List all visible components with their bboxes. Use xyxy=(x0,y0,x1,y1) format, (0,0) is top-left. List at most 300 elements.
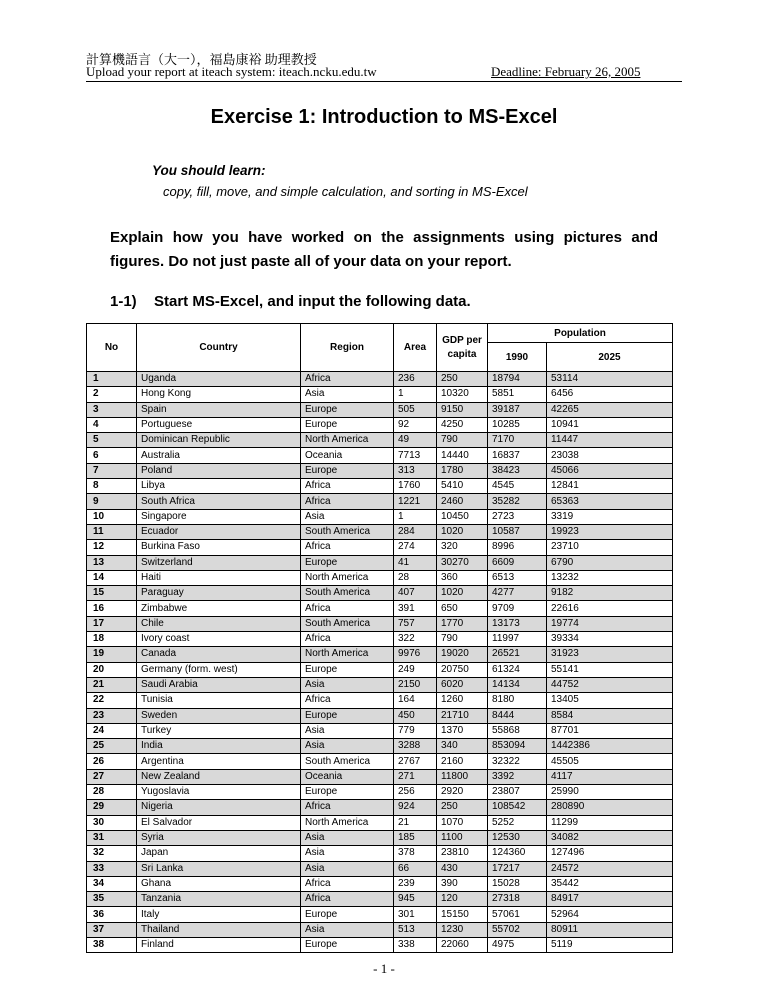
cell-area: 236 xyxy=(394,372,437,387)
table-row xyxy=(87,479,673,494)
table-row xyxy=(87,769,673,784)
table-header xyxy=(87,324,673,372)
cell-country: Sri Lanka xyxy=(137,861,301,876)
cell-country: Libya xyxy=(137,479,301,494)
cell-gdp: 790 xyxy=(437,433,488,448)
cell-pop-1990: 23807 xyxy=(488,785,547,800)
cell-area: 322 xyxy=(394,632,437,647)
cell-no: 5 xyxy=(87,433,137,448)
cell-pop-1990: 55702 xyxy=(488,922,547,937)
cell-area: 391 xyxy=(394,601,437,616)
cell-country: Australia xyxy=(137,448,301,463)
cell-country: Singapore xyxy=(137,509,301,524)
header-country: Country xyxy=(137,324,301,372)
cell-region: Asia xyxy=(301,846,394,861)
cell-gdp: 30270 xyxy=(437,555,488,570)
table-row xyxy=(87,417,673,432)
cell-region: Europe xyxy=(301,662,394,677)
cell-area: 271 xyxy=(394,769,437,784)
cell-pop-1990: 5252 xyxy=(488,815,547,830)
cell-pop-2025: 280890 xyxy=(547,800,673,815)
cell-pop-2025: 13405 xyxy=(547,693,673,708)
table-row xyxy=(87,601,673,616)
cell-area: 757 xyxy=(394,616,437,631)
cell-no: 30 xyxy=(87,815,137,830)
table-row xyxy=(87,785,673,800)
cell-no: 16 xyxy=(87,601,137,616)
cell-area: 21 xyxy=(394,815,437,830)
cell-area: 274 xyxy=(394,540,437,555)
cell-pop-1990: 13173 xyxy=(488,616,547,631)
cell-country: Zimbabwe xyxy=(137,601,301,616)
cell-pop-1990: 11997 xyxy=(488,632,547,647)
cell-pop-2025: 87701 xyxy=(547,723,673,738)
cell-country: Chile xyxy=(137,616,301,631)
table-row xyxy=(87,754,673,769)
cell-area: 313 xyxy=(394,463,437,478)
cell-no: 15 xyxy=(87,586,137,601)
cell-pop-2025: 53114 xyxy=(547,372,673,387)
cell-gdp: 1260 xyxy=(437,693,488,708)
cell-country: Poland xyxy=(137,463,301,478)
cell-no: 18 xyxy=(87,632,137,647)
cell-country: Italy xyxy=(137,907,301,922)
cell-country: Switzerland xyxy=(137,555,301,570)
cell-region: Asia xyxy=(301,723,394,738)
cell-pop-2025: 65363 xyxy=(547,494,673,509)
cell-region: Africa xyxy=(301,479,394,494)
cell-gdp: 250 xyxy=(437,800,488,815)
cell-pop-1990: 35282 xyxy=(488,494,547,509)
cell-region: Europe xyxy=(301,417,394,432)
cell-country: India xyxy=(137,739,301,754)
cell-pop-2025: 52964 xyxy=(547,907,673,922)
cell-area: 505 xyxy=(394,402,437,417)
cell-area: 9976 xyxy=(394,647,437,662)
cell-country: Tanzania xyxy=(137,892,301,907)
cell-area: 378 xyxy=(394,846,437,861)
cell-no: 33 xyxy=(87,861,137,876)
cell-country: Ivory coast xyxy=(137,632,301,647)
cell-region: Africa xyxy=(301,372,394,387)
cell-pop-2025: 44752 xyxy=(547,677,673,692)
cell-pop-2025: 55141 xyxy=(547,662,673,677)
cell-area: 450 xyxy=(394,708,437,723)
page-title: Exercise 1: Introduction to MS-Excel xyxy=(210,106,558,128)
cell-no: 29 xyxy=(87,800,137,815)
cell-country: Argentina xyxy=(137,754,301,769)
table-row xyxy=(87,876,673,891)
header-divider xyxy=(86,81,682,82)
cell-area: 779 xyxy=(394,723,437,738)
cell-pop-2025: 25990 xyxy=(547,785,673,800)
cell-pop-2025: 39334 xyxy=(547,632,673,647)
cell-country: Saudi Arabia xyxy=(137,677,301,692)
table-row xyxy=(87,448,673,463)
cell-pop-2025: 22616 xyxy=(547,601,673,616)
cell-region: Asia xyxy=(301,387,394,402)
cell-gdp: 4250 xyxy=(437,417,488,432)
table-row xyxy=(87,800,673,815)
table-row xyxy=(87,463,673,478)
header-course: 計算機語言（大一），福島康裕 助理教授 xyxy=(86,52,317,67)
cell-pop-2025: 31923 xyxy=(547,647,673,662)
table-row xyxy=(87,494,673,509)
cell-no: 14 xyxy=(87,570,137,585)
cell-no: 17 xyxy=(87,616,137,631)
learn-text: copy, fill, move, and simple calculation, and sorting in MS-Excel xyxy=(163,184,528,199)
cell-no: 25 xyxy=(87,739,137,754)
cell-no: 10 xyxy=(87,509,137,524)
cell-no: 24 xyxy=(87,723,137,738)
cell-region: Europe xyxy=(301,402,394,417)
table-row xyxy=(87,586,673,601)
cell-no: 21 xyxy=(87,677,137,692)
cell-country: New Zealand xyxy=(137,769,301,784)
cell-area: 338 xyxy=(394,937,437,952)
cell-region: South America xyxy=(301,616,394,631)
cell-gdp: 1780 xyxy=(437,463,488,478)
section-number: 1-1) xyxy=(110,293,137,310)
cell-no: 8 xyxy=(87,479,137,494)
table-row xyxy=(87,524,673,539)
table-row xyxy=(87,540,673,555)
cell-area: 256 xyxy=(394,785,437,800)
learn-heading: You should learn: xyxy=(152,163,266,178)
cell-no: 38 xyxy=(87,937,137,952)
cell-region: Asia xyxy=(301,509,394,524)
cell-pop-1990: 4545 xyxy=(488,479,547,494)
table-row xyxy=(87,555,673,570)
cell-pop-1990: 3392 xyxy=(488,769,547,784)
table-row xyxy=(87,662,673,677)
cell-region: Asia xyxy=(301,922,394,937)
table-row xyxy=(87,830,673,845)
cell-pop-1990: 2723 xyxy=(488,509,547,524)
page-number: - 1 - xyxy=(373,961,395,976)
cell-pop-2025: 23710 xyxy=(547,540,673,555)
cell-area: 513 xyxy=(394,922,437,937)
cell-region: Europe xyxy=(301,907,394,922)
cell-pop-1990: 8180 xyxy=(488,693,547,708)
cell-region: Europe xyxy=(301,937,394,952)
cell-area: 945 xyxy=(394,892,437,907)
cell-gdp: 320 xyxy=(437,540,488,555)
cell-no: 34 xyxy=(87,876,137,891)
cell-pop-2025: 1442386 xyxy=(547,739,673,754)
cell-pop-1990: 7170 xyxy=(488,433,547,448)
cell-pop-2025: 8584 xyxy=(547,708,673,723)
cell-pop-1990: 32322 xyxy=(488,754,547,769)
table-row xyxy=(87,937,673,952)
cell-pop-2025: 13232 xyxy=(547,570,673,585)
cell-pop-1990: 9709 xyxy=(488,601,547,616)
cell-region: Asia xyxy=(301,861,394,876)
table-body xyxy=(87,372,673,953)
cell-country: Finland xyxy=(137,937,301,952)
cell-pop-2025: 11447 xyxy=(547,433,673,448)
cell-country: Haiti xyxy=(137,570,301,585)
table-row xyxy=(87,693,673,708)
cell-gdp: 20750 xyxy=(437,662,488,677)
cell-pop-1990: 55868 xyxy=(488,723,547,738)
cell-area: 41 xyxy=(394,555,437,570)
cell-pop-1990: 17217 xyxy=(488,861,547,876)
table-row xyxy=(87,739,673,754)
cell-pop-1990: 6513 xyxy=(488,570,547,585)
cell-region: South America xyxy=(301,754,394,769)
cell-pop-1990: 18794 xyxy=(488,372,547,387)
cell-no: 36 xyxy=(87,907,137,922)
cell-country: Japan xyxy=(137,846,301,861)
cell-country: Yugoslavia xyxy=(137,785,301,800)
cell-pop-1990: 15028 xyxy=(488,876,547,891)
cell-area: 249 xyxy=(394,662,437,677)
cell-region: North America xyxy=(301,647,394,662)
cell-gdp: 11800 xyxy=(437,769,488,784)
cell-country: Paraguay xyxy=(137,586,301,601)
cell-region: Africa xyxy=(301,632,394,647)
cell-country: South Africa xyxy=(137,494,301,509)
cell-region: Africa xyxy=(301,601,394,616)
cell-pop-2025: 127496 xyxy=(547,846,673,861)
cell-pop-1990: 10587 xyxy=(488,524,547,539)
table-row xyxy=(87,708,673,723)
cell-gdp: 21710 xyxy=(437,708,488,723)
cell-pop-1990: 39187 xyxy=(488,402,547,417)
cell-pop-2025: 9182 xyxy=(547,586,673,601)
cell-country: Ghana xyxy=(137,876,301,891)
cell-country: Germany (form. west) xyxy=(137,662,301,677)
header-no: No xyxy=(87,324,137,372)
cell-pop-2025: 10941 xyxy=(547,417,673,432)
cell-region: North America xyxy=(301,433,394,448)
cell-gdp: 14440 xyxy=(437,448,488,463)
cell-country: Canada xyxy=(137,647,301,662)
cell-pop-2025: 6790 xyxy=(547,555,673,570)
header-area: Area xyxy=(394,324,437,372)
cell-gdp: 1370 xyxy=(437,723,488,738)
cell-gdp: 360 xyxy=(437,570,488,585)
table-row xyxy=(87,815,673,830)
cell-no: 6 xyxy=(87,448,137,463)
cell-no: 31 xyxy=(87,830,137,845)
cell-country: Uganda xyxy=(137,372,301,387)
explain-paragraph: Explain how you have worked on the assignments using pictures and figures. Do not just paste all of your data on your report. xyxy=(110,229,658,270)
cell-gdp: 120 xyxy=(437,892,488,907)
cell-gdp: 2920 xyxy=(437,785,488,800)
table-row xyxy=(87,387,673,402)
cell-pop-1990: 57061 xyxy=(488,907,547,922)
cell-gdp: 5410 xyxy=(437,479,488,494)
cell-pop-1990: 6609 xyxy=(488,555,547,570)
cell-pop-2025: 23038 xyxy=(547,448,673,463)
cell-country: Nigeria xyxy=(137,800,301,815)
cell-country: Spain xyxy=(137,402,301,417)
cell-country: Ecuador xyxy=(137,524,301,539)
header-deadline: Deadline: February 26, 2005 xyxy=(491,64,641,79)
cell-pop-2025: 45066 xyxy=(547,463,673,478)
cell-gdp: 10450 xyxy=(437,509,488,524)
cell-pop-2025: 24572 xyxy=(547,861,673,876)
cell-no: 19 xyxy=(87,647,137,662)
cell-region: Africa xyxy=(301,494,394,509)
cell-no: 32 xyxy=(87,846,137,861)
cell-pop-2025: 19923 xyxy=(547,524,673,539)
cell-area: 28 xyxy=(394,570,437,585)
cell-no: 12 xyxy=(87,540,137,555)
cell-area: 301 xyxy=(394,907,437,922)
cell-country: Turkey xyxy=(137,723,301,738)
cell-pop-1990: 12530 xyxy=(488,830,547,845)
cell-area: 92 xyxy=(394,417,437,432)
cell-gdp: 1230 xyxy=(437,922,488,937)
cell-gdp: 340 xyxy=(437,739,488,754)
cell-area: 1221 xyxy=(394,494,437,509)
cell-no: 20 xyxy=(87,662,137,677)
table-row xyxy=(87,570,673,585)
cell-pop-1990: 27318 xyxy=(488,892,547,907)
cell-region: Oceania xyxy=(301,448,394,463)
cell-no: 3 xyxy=(87,402,137,417)
cell-area: 284 xyxy=(394,524,437,539)
cell-gdp: 15150 xyxy=(437,907,488,922)
cell-gdp: 650 xyxy=(437,601,488,616)
cell-gdp: 9150 xyxy=(437,402,488,417)
cell-area: 407 xyxy=(394,586,437,601)
cell-area: 2150 xyxy=(394,677,437,692)
cell-pop-2025: 35442 xyxy=(547,876,673,891)
cell-region: Asia xyxy=(301,739,394,754)
cell-region: Africa xyxy=(301,892,394,907)
table-row xyxy=(87,892,673,907)
cell-no: 26 xyxy=(87,754,137,769)
cell-region: Oceania xyxy=(301,769,394,784)
cell-pop-1990: 8996 xyxy=(488,540,547,555)
header-upload-instruction: Upload your report at iteach system: iteach.ncku.edu.tw xyxy=(86,64,377,79)
cell-area: 7713 xyxy=(394,448,437,463)
cell-gdp: 23810 xyxy=(437,846,488,861)
cell-area: 239 xyxy=(394,876,437,891)
table-row xyxy=(87,402,673,417)
cell-pop-1990: 16837 xyxy=(488,448,547,463)
cell-pop-1990: 38423 xyxy=(488,463,547,478)
cell-region: Europe xyxy=(301,555,394,570)
cell-pop-2025: 45505 xyxy=(547,754,673,769)
cell-region: Asia xyxy=(301,677,394,692)
cell-gdp: 430 xyxy=(437,861,488,876)
table-row xyxy=(87,723,673,738)
cell-pop-2025: 4117 xyxy=(547,769,673,784)
cell-region: Asia xyxy=(301,830,394,845)
table-row xyxy=(87,509,673,524)
cell-pop-2025: 12841 xyxy=(547,479,673,494)
table-row xyxy=(87,647,673,662)
cell-region: South America xyxy=(301,524,394,539)
cell-gdp: 1020 xyxy=(437,586,488,601)
cell-country: Hong Kong xyxy=(137,387,301,402)
cell-gdp: 1070 xyxy=(437,815,488,830)
cell-country: Portuguese xyxy=(137,417,301,432)
cell-pop-1990: 10285 xyxy=(488,417,547,432)
table-row xyxy=(87,616,673,631)
cell-pop-2025: 84917 xyxy=(547,892,673,907)
cell-country: Sweden xyxy=(137,708,301,723)
cell-no: 13 xyxy=(87,555,137,570)
cell-gdp: 6020 xyxy=(437,677,488,692)
cell-gdp: 790 xyxy=(437,632,488,647)
cell-pop-1990: 5851 xyxy=(488,387,547,402)
cell-country: Thailand xyxy=(137,922,301,937)
cell-no: 22 xyxy=(87,693,137,708)
cell-pop-2025: 19774 xyxy=(547,616,673,631)
cell-region: Africa xyxy=(301,800,394,815)
cell-pop-1990: 124360 xyxy=(488,846,547,861)
cell-no: 1 xyxy=(87,372,137,387)
cell-no: 2 xyxy=(87,387,137,402)
cell-gdp: 10320 xyxy=(437,387,488,402)
cell-no: 37 xyxy=(87,922,137,937)
cell-no: 35 xyxy=(87,892,137,907)
table-row xyxy=(87,677,673,692)
cell-pop-2025: 6456 xyxy=(547,387,673,402)
cell-pop-2025: 5119 xyxy=(547,937,673,952)
cell-region: North America xyxy=(301,815,394,830)
cell-area: 3288 xyxy=(394,739,437,754)
table-row xyxy=(87,861,673,876)
cell-gdp: 1020 xyxy=(437,524,488,539)
cell-country: Burkina Faso xyxy=(137,540,301,555)
cell-pop-1990: 853094 xyxy=(488,739,547,754)
table-row xyxy=(87,907,673,922)
cell-gdp: 2460 xyxy=(437,494,488,509)
cell-area: 66 xyxy=(394,861,437,876)
cell-region: Africa xyxy=(301,876,394,891)
section-text: Start MS-Excel, and input the following data. xyxy=(154,293,471,310)
cell-country: Dominican Republic xyxy=(137,433,301,448)
cell-area: 164 xyxy=(394,693,437,708)
cell-region: Europe xyxy=(301,708,394,723)
header-region: Region xyxy=(301,324,394,372)
cell-area: 185 xyxy=(394,830,437,845)
cell-country: Tunisia xyxy=(137,693,301,708)
cell-pop-1990: 14134 xyxy=(488,677,547,692)
cell-no: 28 xyxy=(87,785,137,800)
cell-gdp: 1770 xyxy=(437,616,488,631)
cell-pop-1990: 4975 xyxy=(488,937,547,952)
cell-no: 23 xyxy=(87,708,137,723)
table-row xyxy=(87,632,673,647)
cell-gdp: 250 xyxy=(437,372,488,387)
cell-country: El Salvador xyxy=(137,815,301,830)
cell-no: 9 xyxy=(87,494,137,509)
cell-region: North America xyxy=(301,570,394,585)
cell-region: Europe xyxy=(301,463,394,478)
cell-pop-1990: 26521 xyxy=(488,647,547,662)
cell-no: 11 xyxy=(87,524,137,539)
cell-region: Africa xyxy=(301,693,394,708)
cell-pop-1990: 4277 xyxy=(488,586,547,601)
cell-gdp: 1100 xyxy=(437,830,488,845)
cell-pop-2025: 11299 xyxy=(547,815,673,830)
header-gdp: GDP per capita xyxy=(437,324,488,372)
cell-gdp: 22060 xyxy=(437,937,488,952)
cell-no: 27 xyxy=(87,769,137,784)
cell-pop-2025: 34082 xyxy=(547,830,673,845)
cell-pop-2025: 3319 xyxy=(547,509,673,524)
table-row xyxy=(87,372,673,387)
table-row xyxy=(87,433,673,448)
